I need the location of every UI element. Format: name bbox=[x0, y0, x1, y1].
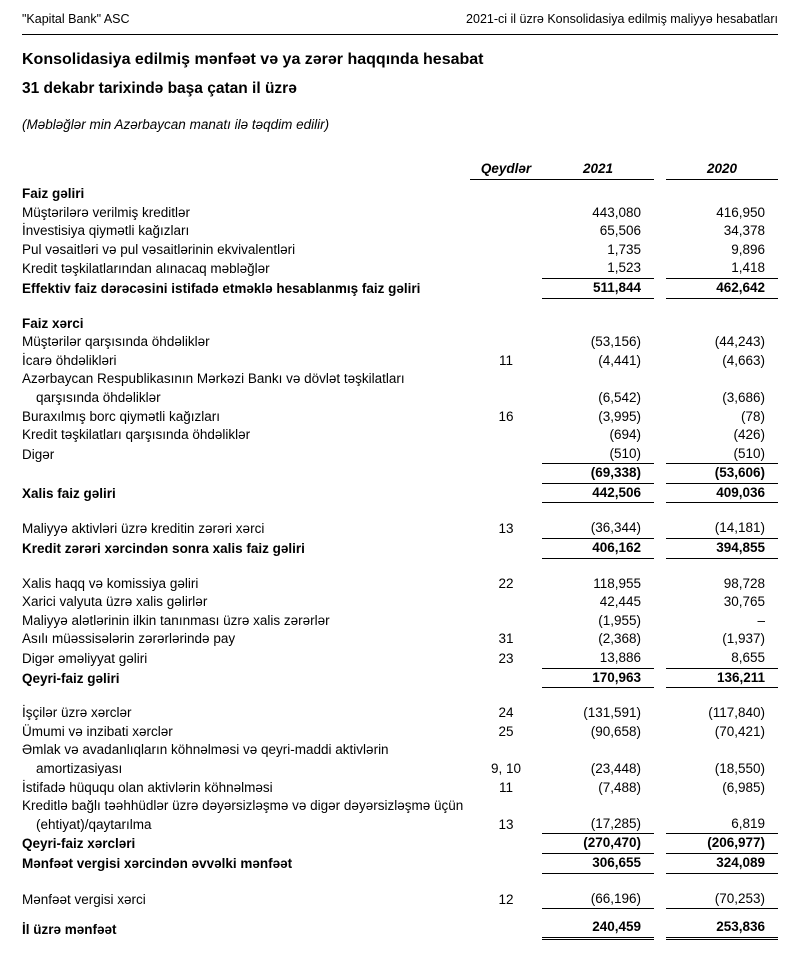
row-value-2021: 240,459 bbox=[542, 918, 654, 940]
table-row bbox=[22, 204, 778, 223]
table-row bbox=[22, 519, 778, 539]
row-label: Xalis faiz gəliri bbox=[22, 485, 116, 501]
doc-subtitle: 31 dekabr tarixində başa çatan il üzrə bbox=[22, 80, 297, 98]
row-value-2021: (6,542) bbox=[598, 389, 641, 405]
table-row bbox=[22, 408, 778, 427]
row-value-2020: (117,840) bbox=[708, 705, 765, 721]
row-note: 11 bbox=[498, 352, 513, 368]
row-value-2021: (2,368) bbox=[598, 631, 641, 647]
row-value-2021: 442,506 bbox=[542, 484, 654, 504]
row-value-2020: (6,985) bbox=[722, 779, 765, 795]
page-header-right: 2021-ci il üzrə Konsolidasiya edilmiş maliyyə hesabatları bbox=[466, 12, 778, 26]
row-value-2021: (131,591) bbox=[583, 705, 641, 721]
row-label: Effektiv faiz dərəcəsini istifadə etməklə hesablanmış faiz gəliri bbox=[22, 280, 421, 296]
table-row bbox=[22, 630, 778, 649]
row-note: 23 bbox=[498, 651, 514, 667]
row-value-2021: (7,488) bbox=[598, 779, 641, 795]
row-value-2021: 13,886 bbox=[542, 649, 654, 669]
table-row bbox=[22, 723, 778, 742]
row-value-2020: – bbox=[757, 612, 765, 628]
table-row bbox=[22, 315, 778, 334]
row-note: 12 bbox=[498, 891, 514, 907]
row-value-2021: (90,658) bbox=[590, 723, 641, 739]
row-value-2021: (510) bbox=[542, 445, 654, 465]
row-value-2020: 98,728 bbox=[723, 575, 765, 591]
header-year-2020: 2020 bbox=[666, 160, 778, 180]
row-label: Mənfəət vergisi xərcindən əvvəlki mənfəət bbox=[22, 855, 293, 871]
row-label: Faiz gəliri bbox=[22, 185, 85, 201]
row-label: Azərbaycan Respublikasının Mərkəzi Bankı və dövlət təşkilatları qarşısında öhdəliklər bbox=[22, 371, 405, 405]
row-value-2020: (70,253) bbox=[666, 890, 778, 910]
row-label: Mənfəət vergisi xərci bbox=[22, 891, 146, 907]
row-label: İstifadə hüququ olan aktivlərin köhnəlməsi bbox=[22, 779, 273, 795]
doc-title: Konsolidasiya edilmiş mənfəət və ya zərər haqqında hesabat bbox=[22, 50, 484, 68]
table-header-row bbox=[22, 160, 778, 180]
row-note: 24 bbox=[498, 705, 514, 721]
row-value-2021: (694) bbox=[609, 427, 641, 443]
row-value-2021: (69,338) bbox=[542, 464, 654, 484]
row-value-2020: (3,686) bbox=[722, 389, 765, 405]
row-value-2020: 324,089 bbox=[666, 854, 778, 874]
row-value-2020: 409,036 bbox=[666, 484, 778, 504]
row-value-2021: 406,162 bbox=[542, 539, 654, 559]
table-row bbox=[22, 890, 778, 910]
table-row bbox=[22, 426, 778, 445]
row-note: 22 bbox=[498, 575, 514, 591]
table-row bbox=[22, 797, 778, 834]
section-spacer bbox=[22, 559, 778, 575]
row-label: Qeyri-faiz xərcləri bbox=[22, 836, 136, 852]
row-value-2021: 443,080 bbox=[592, 204, 641, 220]
row-value-2020: 8,655 bbox=[666, 649, 778, 669]
row-value-2021: (66,196) bbox=[542, 890, 654, 910]
row-value-2021: 511,844 bbox=[542, 279, 654, 299]
section-spacer bbox=[22, 688, 778, 704]
row-value-2021: 1,735 bbox=[607, 241, 641, 257]
row-value-2020: 462,642 bbox=[666, 279, 778, 299]
row-label: Digər bbox=[22, 446, 55, 462]
row-note: 11 bbox=[498, 779, 513, 795]
table-row bbox=[22, 649, 778, 669]
table-row bbox=[22, 352, 778, 371]
row-value-2020: 416,950 bbox=[716, 204, 765, 220]
table-row bbox=[22, 222, 778, 241]
page-header-left: "Kapital Bank" ASC bbox=[22, 12, 130, 26]
row-note: 13 bbox=[498, 521, 514, 537]
table-row bbox=[22, 704, 778, 723]
row-note: 13 bbox=[498, 816, 514, 832]
row-value-2021: 118,955 bbox=[593, 575, 641, 591]
table-row bbox=[22, 259, 778, 279]
row-label: İnvestisiya qiymətli kağızları bbox=[22, 223, 190, 239]
table-row bbox=[22, 539, 778, 559]
table-row bbox=[22, 918, 778, 940]
row-value-2020: 30,765 bbox=[723, 594, 765, 610]
table-row bbox=[22, 185, 778, 204]
row-value-2020: 34,378 bbox=[723, 223, 765, 239]
row-label: Kreditlə bağlı təəhhüdlər üzrə dəyərsizləşmə və digər dəyərsizləşmə üçün (ehtiyat)/qaytarılma bbox=[22, 798, 464, 832]
income-statement-table bbox=[22, 160, 778, 939]
table-row bbox=[22, 279, 778, 299]
row-label: Qeyri-faiz gəliri bbox=[22, 670, 120, 686]
row-label: Buraxılmış borc qiymətli kağızları bbox=[22, 408, 221, 424]
table-row bbox=[22, 464, 778, 484]
row-label bbox=[22, 466, 470, 484]
row-label: Xalis haqq və komissiya gəliri bbox=[22, 575, 199, 591]
row-value-2021: (1,955) bbox=[598, 612, 641, 628]
row-value-2021: (270,470) bbox=[542, 834, 654, 854]
row-value-2021: (17,285) bbox=[542, 815, 654, 835]
row-label: Müştərilərə verilmiş kreditlər bbox=[22, 204, 191, 220]
row-value-2020: 9,896 bbox=[731, 241, 765, 257]
page-header bbox=[22, 8, 778, 35]
row-value-2021: (3,995) bbox=[598, 408, 641, 424]
row-value-2020: (53,606) bbox=[666, 464, 778, 484]
row-value-2020: 1,418 bbox=[666, 259, 778, 279]
row-value-2020: (44,243) bbox=[714, 334, 765, 350]
row-value-2021: (53,156) bbox=[590, 334, 641, 350]
header-year-2021: 2021 bbox=[542, 160, 654, 180]
section-spacer bbox=[22, 299, 778, 315]
table-row bbox=[22, 854, 778, 874]
row-value-2020: (4,663) bbox=[722, 352, 765, 368]
row-label: Ümumi və inzibati xərclər bbox=[22, 723, 173, 739]
table-row bbox=[22, 741, 778, 778]
row-value-2020: (18,550) bbox=[714, 761, 765, 776]
row-label: İşçilər üzrə xərclər bbox=[22, 705, 132, 721]
row-value-2021: 306,655 bbox=[542, 854, 654, 874]
row-label: Kredit zərəri xərcindən sonra xalis faiz gəliri bbox=[22, 541, 305, 557]
row-value-2020: (510) bbox=[666, 445, 778, 465]
row-value-2021: 42,445 bbox=[599, 594, 641, 610]
row-value-2021: (36,344) bbox=[542, 519, 654, 539]
row-note: 31 bbox=[498, 631, 514, 647]
section-spacer bbox=[22, 503, 778, 519]
row-value-2021: (4,441) bbox=[598, 352, 641, 368]
row-label: İcarə öhdəlikləri bbox=[22, 352, 117, 368]
row-label: Pul vəsaitləri və pul vəsaitlərinin ekvivalentləri bbox=[22, 241, 296, 257]
section-spacer bbox=[22, 909, 778, 918]
row-note: 25 bbox=[498, 723, 514, 739]
row-value-2020: 6,819 bbox=[666, 815, 778, 835]
row-value-2020: (426) bbox=[733, 427, 765, 443]
header-notes-column: Qeydlər bbox=[470, 160, 542, 180]
row-label: Müştərilər qarşısında öhdəliklər bbox=[22, 334, 210, 350]
table-row bbox=[22, 484, 778, 504]
table-row bbox=[22, 241, 778, 260]
row-label: Maliyyə alətlərinin ilkin tanınması üzrə xalis zərərlər bbox=[22, 612, 330, 628]
table-row bbox=[22, 834, 778, 854]
row-label: Xarici valyuta üzrə xalis gəlirlər bbox=[22, 594, 208, 610]
table-row bbox=[22, 779, 778, 798]
row-value-2020: (206,977) bbox=[666, 834, 778, 854]
table-row bbox=[22, 593, 778, 612]
table-body bbox=[22, 180, 778, 940]
table-row bbox=[22, 370, 778, 407]
row-value-2021: 170,963 bbox=[542, 669, 654, 689]
row-label: Faiz xərci bbox=[22, 315, 84, 331]
row-label: Maliyyə aktivləri üzrə kreditin zərəri xərci bbox=[22, 521, 265, 537]
row-label: Əmlak və avadanlıqların köhnəlməsi və qeyri-maddi aktivlərin amortizasiyası bbox=[22, 742, 389, 776]
row-label: Asılı müəssisələrin zərərlərində pay bbox=[22, 631, 236, 647]
row-note: 9, 10 bbox=[490, 761, 522, 776]
header-label-cell bbox=[22, 162, 470, 180]
table-row bbox=[22, 669, 778, 689]
currency-note: (Məbləğlər min Azərbaycan manatı ilə təqdim edilir) bbox=[22, 116, 330, 132]
row-label: Kredit təşkilatlarından alınacaq məbləğlər bbox=[22, 261, 270, 277]
table-row bbox=[22, 445, 778, 465]
row-label: İl üzrə mənfəət bbox=[22, 922, 117, 938]
row-value-2020: 136,211 bbox=[666, 669, 778, 689]
row-value-2021: 1,523 bbox=[542, 259, 654, 279]
row-value-2020: 394,855 bbox=[666, 539, 778, 559]
row-value-2020: (70,421) bbox=[714, 723, 765, 739]
row-value-2020: 253,836 bbox=[666, 918, 778, 940]
row-value-2020: (78) bbox=[740, 408, 765, 424]
row-value-2020: (1,937) bbox=[722, 631, 765, 647]
row-value-2020: (14,181) bbox=[666, 519, 778, 539]
row-label: Digər əməliyyat gəliri bbox=[22, 651, 148, 667]
row-label: Kredit təşkilatları qarşısında öhdəliklər bbox=[22, 427, 251, 443]
row-value-2021: 65,506 bbox=[599, 223, 641, 239]
row-value-2021: (23,448) bbox=[590, 761, 641, 776]
table-row bbox=[22, 333, 778, 352]
table-row bbox=[22, 612, 778, 631]
row-note: 16 bbox=[498, 408, 514, 424]
section-spacer bbox=[22, 874, 778, 890]
table-row bbox=[22, 575, 778, 594]
